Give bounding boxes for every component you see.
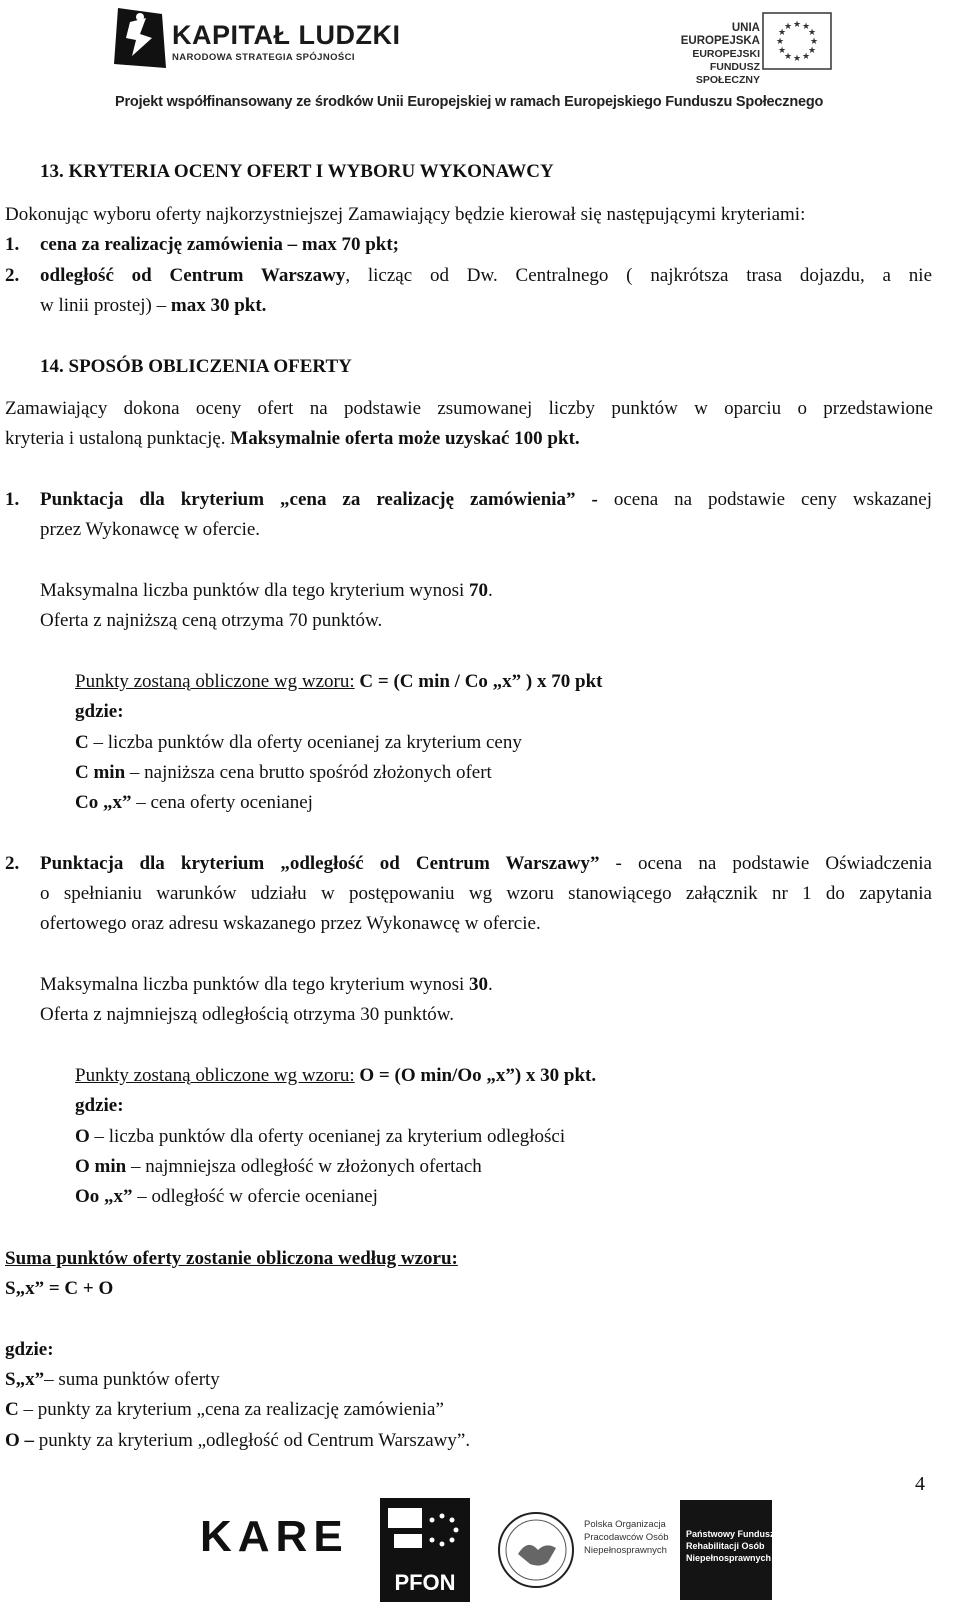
- criteria-item-2-bold: odległość od Centrum Warszawy: [40, 265, 346, 286]
- pfron-label-line1: Państwowy Fundusz: [686, 1529, 775, 1539]
- kare-logo: KARE: [200, 1512, 349, 1561]
- svg-text:★: ★: [775, 37, 785, 47]
- svg-text:★: ★: [777, 46, 787, 56]
- criterion-2-def-2-symbol: O min: [75, 1156, 127, 1177]
- section-14-para-normal: kryteria i ustaloną punktację.: [5, 428, 231, 449]
- criterion-2-line3: ofertowego oraz adresu wskazanego przez Wykonawcę w ofercie.: [40, 913, 541, 934]
- project-cofinancing-line: Projekt współfinansowany ze środków Unii Europejskiej w ramach Europejskiego Funduszu Społecznego: [115, 94, 824, 110]
- page-number: 4: [915, 1473, 925, 1495]
- sum-def-1-text: – suma punktów oferty: [44, 1369, 220, 1390]
- sum-def-1: [5, 1369, 220, 1391]
- sum-gdzie: gdzie:: [5, 1339, 54, 1360]
- criterion-1-gdzie: gdzie:: [75, 701, 124, 722]
- sum-def-3: [5, 1430, 470, 1452]
- criterion-2-def-1: [75, 1126, 565, 1148]
- criterion-1-number: 1.: [5, 489, 20, 510]
- criterion-2-line2: o spełnianiu warunków udziału w postępowaniu wg wzoru stanowiącego załącznik nr 1 do zapytania: [40, 883, 932, 904]
- criterion-2-def-3-symbol: Oo „x”: [75, 1186, 133, 1207]
- criterion-1-formula: [75, 671, 602, 693]
- kapital-ludzki-title: KAPITAŁ LUDZKI: [172, 20, 401, 50]
- criterion-2-gdzie: gdzie:: [75, 1095, 124, 1116]
- sum-def-2: [5, 1399, 444, 1421]
- kapital-ludzki-subtitle: NARODOWA STRATEGIA SPÓJNOŚCI: [172, 52, 355, 63]
- criterion-1-max-end: .: [488, 580, 493, 601]
- criterion-1-def-3: [75, 792, 313, 814]
- criterion-2-formula: [75, 1065, 596, 1087]
- criterion-2-max-text: Maksymalna liczba punktów dla tego kryterium wynosi: [40, 974, 469, 995]
- kapital-ludzki-logo: [110, 4, 170, 72]
- criteria-item-2-rest: , licząc od Dw. Centralnego ( najkrótsza trasa dojazdu, a nie: [345, 265, 932, 286]
- eu-label-line1: UNIA EUROPEJSKA: [680, 22, 760, 47]
- popon-label-line1: Polska Organizacja: [584, 1519, 666, 1530]
- criterion-1-def-3-symbol: Co „x”: [75, 792, 132, 813]
- criterion-2-max-end: .: [488, 974, 493, 995]
- criterion-2-def-1-symbol: O: [75, 1126, 90, 1147]
- criterion-1-def-3-text: – cena oferty ocenianej: [131, 792, 313, 813]
- criterion-2-def-3-text: – odległość w ofercie ocenianej: [132, 1186, 378, 1207]
- section-14-para-line1: Zamawiający dokona oceny ofert na podstawie zsumowanej liczby punktów w oparciu o przedstawione: [5, 398, 933, 419]
- criterion-1-title: [40, 489, 932, 511]
- criterion-1-title-bold: Punktacja dla kryterium „cena za realizację zamówienia” -: [40, 489, 614, 510]
- section-13-heading: 13. KRYTERIA OCENY OFERT I WYBORU WYKONAWCY: [40, 161, 554, 182]
- criterion-1-def-1: [75, 732, 522, 754]
- popon-logo: [496, 1498, 576, 1602]
- criteria-item-2-cont: w linii prostej) –: [40, 295, 171, 316]
- eu-label-line3: FUNDUSZ SPOŁECZNY: [695, 61, 760, 86]
- pfron-label-line2: Rehabilitacji Osób: [686, 1541, 765, 1551]
- svg-text:★: ★: [783, 22, 793, 32]
- section-14-para-line2: [5, 428, 580, 450]
- criterion-2-def-2-text: – najmniejsza odległość w złożonych ofertach: [126, 1156, 482, 1177]
- sum-formula: S„x” = C + O: [5, 1278, 114, 1299]
- eu-label-line2: EUROPEJSKI: [692, 48, 760, 60]
- svg-text:★: ★: [807, 28, 817, 38]
- popon-label-line2: Pracodawców Osób: [584, 1532, 669, 1543]
- criterion-1-max: [40, 580, 493, 602]
- criterion-2-title: [40, 853, 932, 875]
- svg-text:★: ★: [783, 52, 793, 62]
- sum-def-3-text: punkty za kryterium „odległość od Centrum Warszawy”.: [34, 1430, 471, 1451]
- section-14-max-points: Maksymalnie oferta może uzyskać 100 pkt.: [230, 428, 580, 449]
- pfron-label: [686, 1528, 775, 1564]
- criterion-2-max-value: 30: [469, 974, 488, 995]
- criteria-item-1-number: 1.: [5, 234, 20, 255]
- svg-text:★: ★: [792, 54, 802, 64]
- popon-label: [584, 1518, 668, 1557]
- criterion-1-def-2-symbol: C min: [75, 762, 126, 783]
- eu-flag-icon: [762, 12, 832, 70]
- criterion-2-max: [40, 974, 493, 996]
- criterion-2-title-rest: - ocena na podstawie Oświadczenia: [599, 853, 932, 874]
- popon-label-line3: Niepełnosprawnych: [584, 1545, 667, 1556]
- pfron-label-line3: Niepełnosprawnych: [686, 1553, 772, 1563]
- criterion-2-def-3: [75, 1186, 378, 1208]
- criterion-2-formula-expr: O = (O min/Oo „x”) x 30 pkt.: [354, 1065, 597, 1086]
- svg-text:★: ★: [801, 52, 811, 62]
- svg-text:★: ★: [792, 20, 802, 30]
- criterion-1-formula-expr: C = (C min / Co „x” ) x 70 pkt: [354, 671, 603, 692]
- criterion-2-title-bold: Punktacja dla kryterium „odległość od Centrum Warszawy”: [40, 853, 600, 874]
- criterion-1-lowest: Oferta z najniższą ceną otrzyma 70 punktów.: [40, 610, 383, 631]
- criteria-item-1-text: cena za realizację zamówienia – max 70 pkt;: [40, 234, 399, 255]
- criterion-1-max-text: Maksymalna liczba punktów dla tego kryterium wynosi: [40, 580, 469, 601]
- sum-def-2-symbol: C: [5, 1399, 19, 1420]
- sum-def-2-text: – punkty za kryterium „cena za realizację zamówienia”: [18, 1399, 444, 1420]
- criterion-1-title-rest: ocena na podstawie ceny wskazanej: [613, 489, 933, 510]
- criteria-list-item-2: [5, 265, 19, 287]
- criteria-item-2-line1: [40, 265, 932, 287]
- criterion-2-def-2: [75, 1156, 482, 1178]
- criterion-2-lowest: Oferta z najmniejszą odległością otrzyma 30 punktów.: [40, 1004, 454, 1025]
- criteria-list-item-1: [5, 234, 399, 256]
- pfon-logo-text: PFON: [394, 1570, 456, 1595]
- criterion-1-def-2: [75, 762, 492, 784]
- criterion-1-formula-label: Punkty zostaną obliczone wg wzoru:: [75, 671, 355, 692]
- sum-def-3-symbol: O –: [5, 1430, 35, 1451]
- svg-text:★: ★: [801, 22, 811, 32]
- section-13-intro: Dokonując wyboru oferty najkorzystniejszej Zamawiający będzie kierował się następującymi kryteriami:: [5, 204, 806, 225]
- pfon-logo: [380, 1498, 470, 1602]
- criterion-1-def-1-symbol: C: [75, 732, 89, 753]
- criteria-item-2-line2: [40, 295, 266, 317]
- eu-label: [650, 22, 760, 87]
- criterion-2-def-1-text: – liczba punktów dla oferty ocenianej za kryterium odległości: [89, 1126, 566, 1147]
- svg-text:★: ★: [809, 37, 819, 47]
- criteria-item-2-max: max 30 pkt.: [170, 295, 267, 316]
- section-14-heading: 14. SPOSÓB OBLICZENIA OFERTY: [40, 356, 352, 377]
- criterion-1-max-value: 70: [469, 580, 488, 601]
- page-header: [0, 0, 960, 125]
- criterion-1-line2: przez Wykonawcę w ofercie.: [40, 519, 261, 540]
- sum-def-1-symbol: S„x”: [5, 1369, 45, 1390]
- criterion-2-number: 2.: [5, 853, 20, 874]
- svg-text:★: ★: [777, 28, 787, 38]
- sum-heading: Suma punktów oferty zostanie obliczona według wzoru:: [5, 1248, 458, 1269]
- criterion-1-def-1-text: – liczba punktów dla oferty ocenianej za kryterium ceny: [88, 732, 522, 753]
- criterion-1-def-2-text: – najniższa cena brutto spośród złożonych ofert: [125, 762, 492, 783]
- criteria-item-2-number: 2.: [5, 265, 20, 286]
- svg-text:★: ★: [807, 46, 817, 56]
- criterion-2-formula-label: Punkty zostaną obliczone wg wzoru:: [75, 1065, 355, 1086]
